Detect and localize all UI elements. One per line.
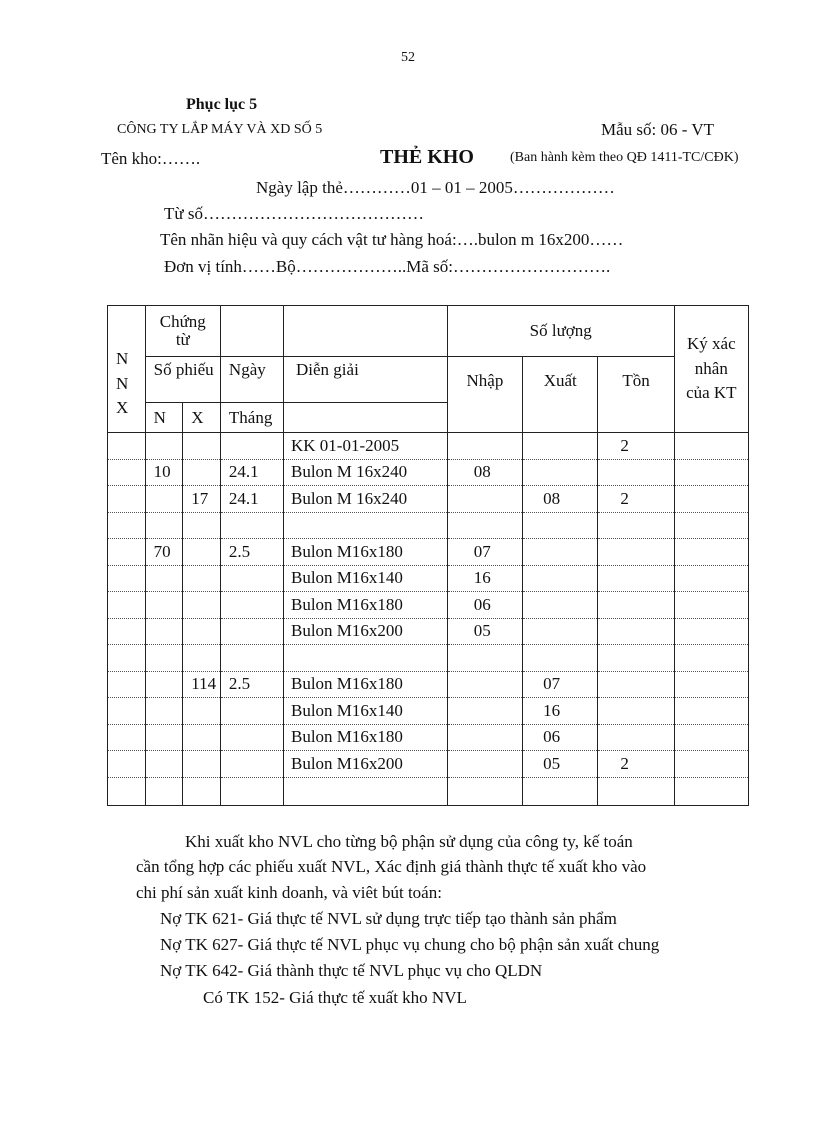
date-cell: 2.5 [220, 671, 283, 698]
confirm-cell [674, 486, 748, 513]
description-cell: Bulon M16x180 [284, 724, 448, 751]
date-header: Ngày [220, 357, 283, 403]
table-row [108, 433, 749, 460]
voucher-out-cell [183, 459, 221, 486]
voucher-in-cell: 70 [145, 539, 183, 566]
date-cell [220, 645, 283, 672]
out-cell [523, 592, 598, 619]
voucher-in-cell [145, 777, 183, 805]
nnx-cell [108, 698, 146, 725]
journal-entry-debit-642: Nợ TK 642- Giá thành thực tế NVL phục vụ cho QLDN [160, 961, 543, 980]
confirm-cell [674, 592, 748, 619]
out-cell [523, 512, 598, 539]
voucher-in-cell [145, 724, 183, 751]
accountant-confirm-header [674, 306, 748, 433]
voucher-out-cell [183, 512, 221, 539]
description-cell: Bulon M 16x240 [284, 459, 448, 486]
paragraph-line: Khi xuất kho NVL cho từng bộ phận sử dụng của công ty, kế toán [185, 832, 633, 851]
description-cell: KK 01-01-2005 [284, 433, 448, 460]
confirm-cell [674, 512, 748, 539]
journal-entry-credit-152: Có TK 152- Giá thực tế xuất kho NVL [203, 988, 467, 1007]
in-cell [447, 751, 522, 778]
description-cell: Bulon M16x200 [284, 751, 448, 778]
date-cell [220, 618, 283, 645]
nnx-cell [108, 486, 146, 513]
table-row [108, 459, 749, 486]
table-row [108, 777, 749, 805]
date-cell [220, 565, 283, 592]
voucher-out-cell [183, 565, 221, 592]
table-row [108, 671, 749, 698]
table-row [108, 512, 749, 539]
confirm-cell [674, 645, 748, 672]
nnx-cell [108, 777, 146, 805]
unit-line: Đơn vị tính……Bộ………………..Mã số:………………………. [164, 257, 611, 276]
nnx-cell [108, 671, 146, 698]
voucher-header-line: từ [175, 330, 190, 349]
out-cell: 06 [523, 724, 598, 751]
in-cell: 16 [447, 565, 522, 592]
in-cell: 07 [447, 539, 522, 566]
description-cell: Bulon M16x200 [284, 618, 448, 645]
voucher-out-cell [183, 777, 221, 805]
nnx-cell [108, 724, 146, 751]
in-cell [447, 486, 522, 513]
in-cell: 06 [447, 592, 522, 619]
out-cell [523, 433, 598, 460]
date-cell [220, 777, 283, 805]
date-line: Ngày lập thẻ…………01 – 01 – 2005……………… [256, 178, 615, 197]
table-row [108, 751, 749, 778]
nnx-cell [108, 512, 146, 539]
description-cell: Bulon M16x180 [284, 592, 448, 619]
voucher-out-cell: 17 [183, 486, 221, 513]
out-cell: 05 [523, 751, 598, 778]
nnx-header-line: N [116, 349, 129, 369]
quantity-header: Số lượng [447, 306, 674, 357]
balance-cell [598, 539, 674, 566]
confirm-cell [674, 433, 748, 460]
date-cell: 2.5 [220, 539, 283, 566]
table-row [108, 539, 749, 566]
description-cell [284, 777, 448, 805]
document-title: THẺ KHO [380, 146, 474, 168]
in-header: Nhập [447, 357, 522, 433]
from-number-line: Từ số………………………………… [164, 204, 424, 223]
nnx-cell [108, 459, 146, 486]
description-cell [284, 645, 448, 672]
confirm-cell [674, 539, 748, 566]
balance-cell [598, 645, 674, 672]
table-row [108, 486, 749, 513]
in-cell [447, 433, 522, 460]
confirm-header-line: Ký xác [687, 334, 736, 354]
table-row [108, 618, 749, 645]
voucher-in-cell [145, 433, 183, 460]
out-cell: 07 [523, 671, 598, 698]
voucher-header-line: Chứng [159, 312, 206, 332]
table-row [108, 698, 749, 725]
description-cell: Bulon M16x180 [284, 671, 448, 698]
confirm-cell [674, 751, 748, 778]
form-number: Mẫu số: 06 - VT [601, 120, 715, 139]
date-cell [220, 592, 283, 619]
out-cell [523, 777, 598, 805]
balance-cell [598, 512, 674, 539]
nnx-cell [108, 592, 146, 619]
date-cell [220, 724, 283, 751]
x-header: X [183, 403, 221, 433]
voucher-in-cell: 10 [145, 459, 183, 486]
confirm-cell [674, 459, 748, 486]
nnx-cell [108, 751, 146, 778]
in-cell [447, 777, 522, 805]
out-cell [523, 645, 598, 672]
nnx-header-line: X [116, 398, 129, 418]
balance-cell: 2 [598, 433, 674, 460]
in-cell [447, 512, 522, 539]
nnx-cell [108, 645, 146, 672]
date-cell: 24.1 [220, 459, 283, 486]
description-cell [284, 512, 448, 539]
table-row [108, 565, 749, 592]
issued-by-note: (Ban hành kèm theo QĐ 1411-TC/CĐK) [510, 150, 739, 165]
in-cell: 05 [447, 618, 522, 645]
voucher-in-cell [145, 512, 183, 539]
balance-cell: 2 [598, 751, 674, 778]
voucher-out-cell [183, 539, 221, 566]
date-cell [220, 751, 283, 778]
balance-cell [598, 592, 674, 619]
nnx-cell [108, 539, 146, 566]
voucher-out-cell [183, 724, 221, 751]
store-name: Tên kho:……. [101, 149, 201, 168]
description-cell: Bulon M16x140 [284, 698, 448, 725]
nnx-cell [108, 618, 146, 645]
journal-entry-debit-621: Nợ TK 621- Giá thực tế NVL sử dụng trực tiếp tạo thành sản phẩm [160, 909, 617, 928]
balance-cell [598, 565, 674, 592]
description-cell: Bulon M16x180 [284, 539, 448, 566]
company-name: CÔNG TY LẮP MÁY VÀ XD SỐ 5 [117, 122, 323, 137]
confirm-cell [674, 698, 748, 725]
table-row [108, 592, 749, 619]
blank-header [284, 403, 448, 433]
voucher-in-cell [145, 671, 183, 698]
out-cell [523, 618, 598, 645]
balance-cell [598, 671, 674, 698]
balance-cell [598, 724, 674, 751]
voucher-out-cell [183, 698, 221, 725]
description-cell: Bulon M 16x240 [284, 486, 448, 513]
balance-cell: 2 [598, 486, 674, 513]
date-cell: 24.1 [220, 486, 283, 513]
nnx-cell [108, 433, 146, 460]
in-cell: 08 [447, 459, 522, 486]
balance-header: Tồn [598, 357, 674, 433]
balance-cell [598, 618, 674, 645]
voucher-out-cell [183, 751, 221, 778]
blank-header [220, 306, 283, 357]
confirm-cell [674, 565, 748, 592]
in-cell [447, 671, 522, 698]
voucher-in-cell [145, 751, 183, 778]
paragraph-line: chi phí sản xuất kinh doanh, và viêt bút toán: [136, 883, 442, 902]
voucher-header [145, 306, 220, 357]
journal-entry-debit-627: Nợ TK 627- Giá thực tế NVL phục vụ chung cho bộ phận sản xuất chung [160, 935, 660, 954]
confirm-cell [674, 777, 748, 805]
table-row [108, 645, 749, 672]
voucher-in-cell [145, 645, 183, 672]
stock-card-table [107, 305, 749, 806]
voucher-out-cell [183, 645, 221, 672]
out-cell: 16 [523, 698, 598, 725]
voucher-out-cell: 114 [183, 671, 221, 698]
in-cell [447, 724, 522, 751]
voucher-out-cell [183, 592, 221, 619]
date-cell [220, 512, 283, 539]
paragraph-line: cần tổng hợp các phiếu xuất NVL, Xác định giá thành thực tế xuất kho vào [136, 857, 647, 876]
voucher-in-cell [145, 486, 183, 513]
nnx-header [108, 306, 146, 433]
date-cell [220, 698, 283, 725]
confirm-cell [674, 618, 748, 645]
header-row-1 [108, 306, 749, 357]
description-cell: Bulon M16x140 [284, 565, 448, 592]
balance-cell [598, 777, 674, 805]
appendix-label: Phục lục 5 [186, 96, 258, 113]
voucher-no-header: Số phiếu [145, 357, 220, 403]
out-cell: 08 [523, 486, 598, 513]
n-header: N [145, 403, 183, 433]
header-row-2 [108, 357, 749, 403]
in-cell [447, 698, 522, 725]
description-header: Diễn giải [284, 357, 448, 403]
item-spec-line: Tên nhãn hiệu và quy cách vật tư hàng hoá:….bulon m 16x200…… [160, 230, 624, 249]
confirm-header-line: của KT [686, 383, 737, 403]
voucher-in-cell [145, 592, 183, 619]
confirm-cell [674, 724, 748, 751]
voucher-out-cell [183, 618, 221, 645]
nnx-header-line: N [116, 373, 129, 393]
blank-header [284, 306, 448, 357]
voucher-in-cell [145, 698, 183, 725]
out-cell [523, 539, 598, 566]
date-cell [220, 433, 283, 460]
voucher-in-cell [145, 618, 183, 645]
nnx-cell [108, 565, 146, 592]
page-number: 52 [401, 50, 415, 65]
balance-cell [598, 698, 674, 725]
month-header: Tháng [220, 403, 283, 433]
out-header: Xuất [523, 357, 598, 433]
table-row [108, 724, 749, 751]
balance-cell [598, 459, 674, 486]
confirm-header-line: nhân [694, 358, 728, 378]
out-cell [523, 459, 598, 486]
confirm-cell [674, 671, 748, 698]
out-cell [523, 565, 598, 592]
voucher-out-cell [183, 433, 221, 460]
in-cell [447, 645, 522, 672]
voucher-in-cell [145, 565, 183, 592]
